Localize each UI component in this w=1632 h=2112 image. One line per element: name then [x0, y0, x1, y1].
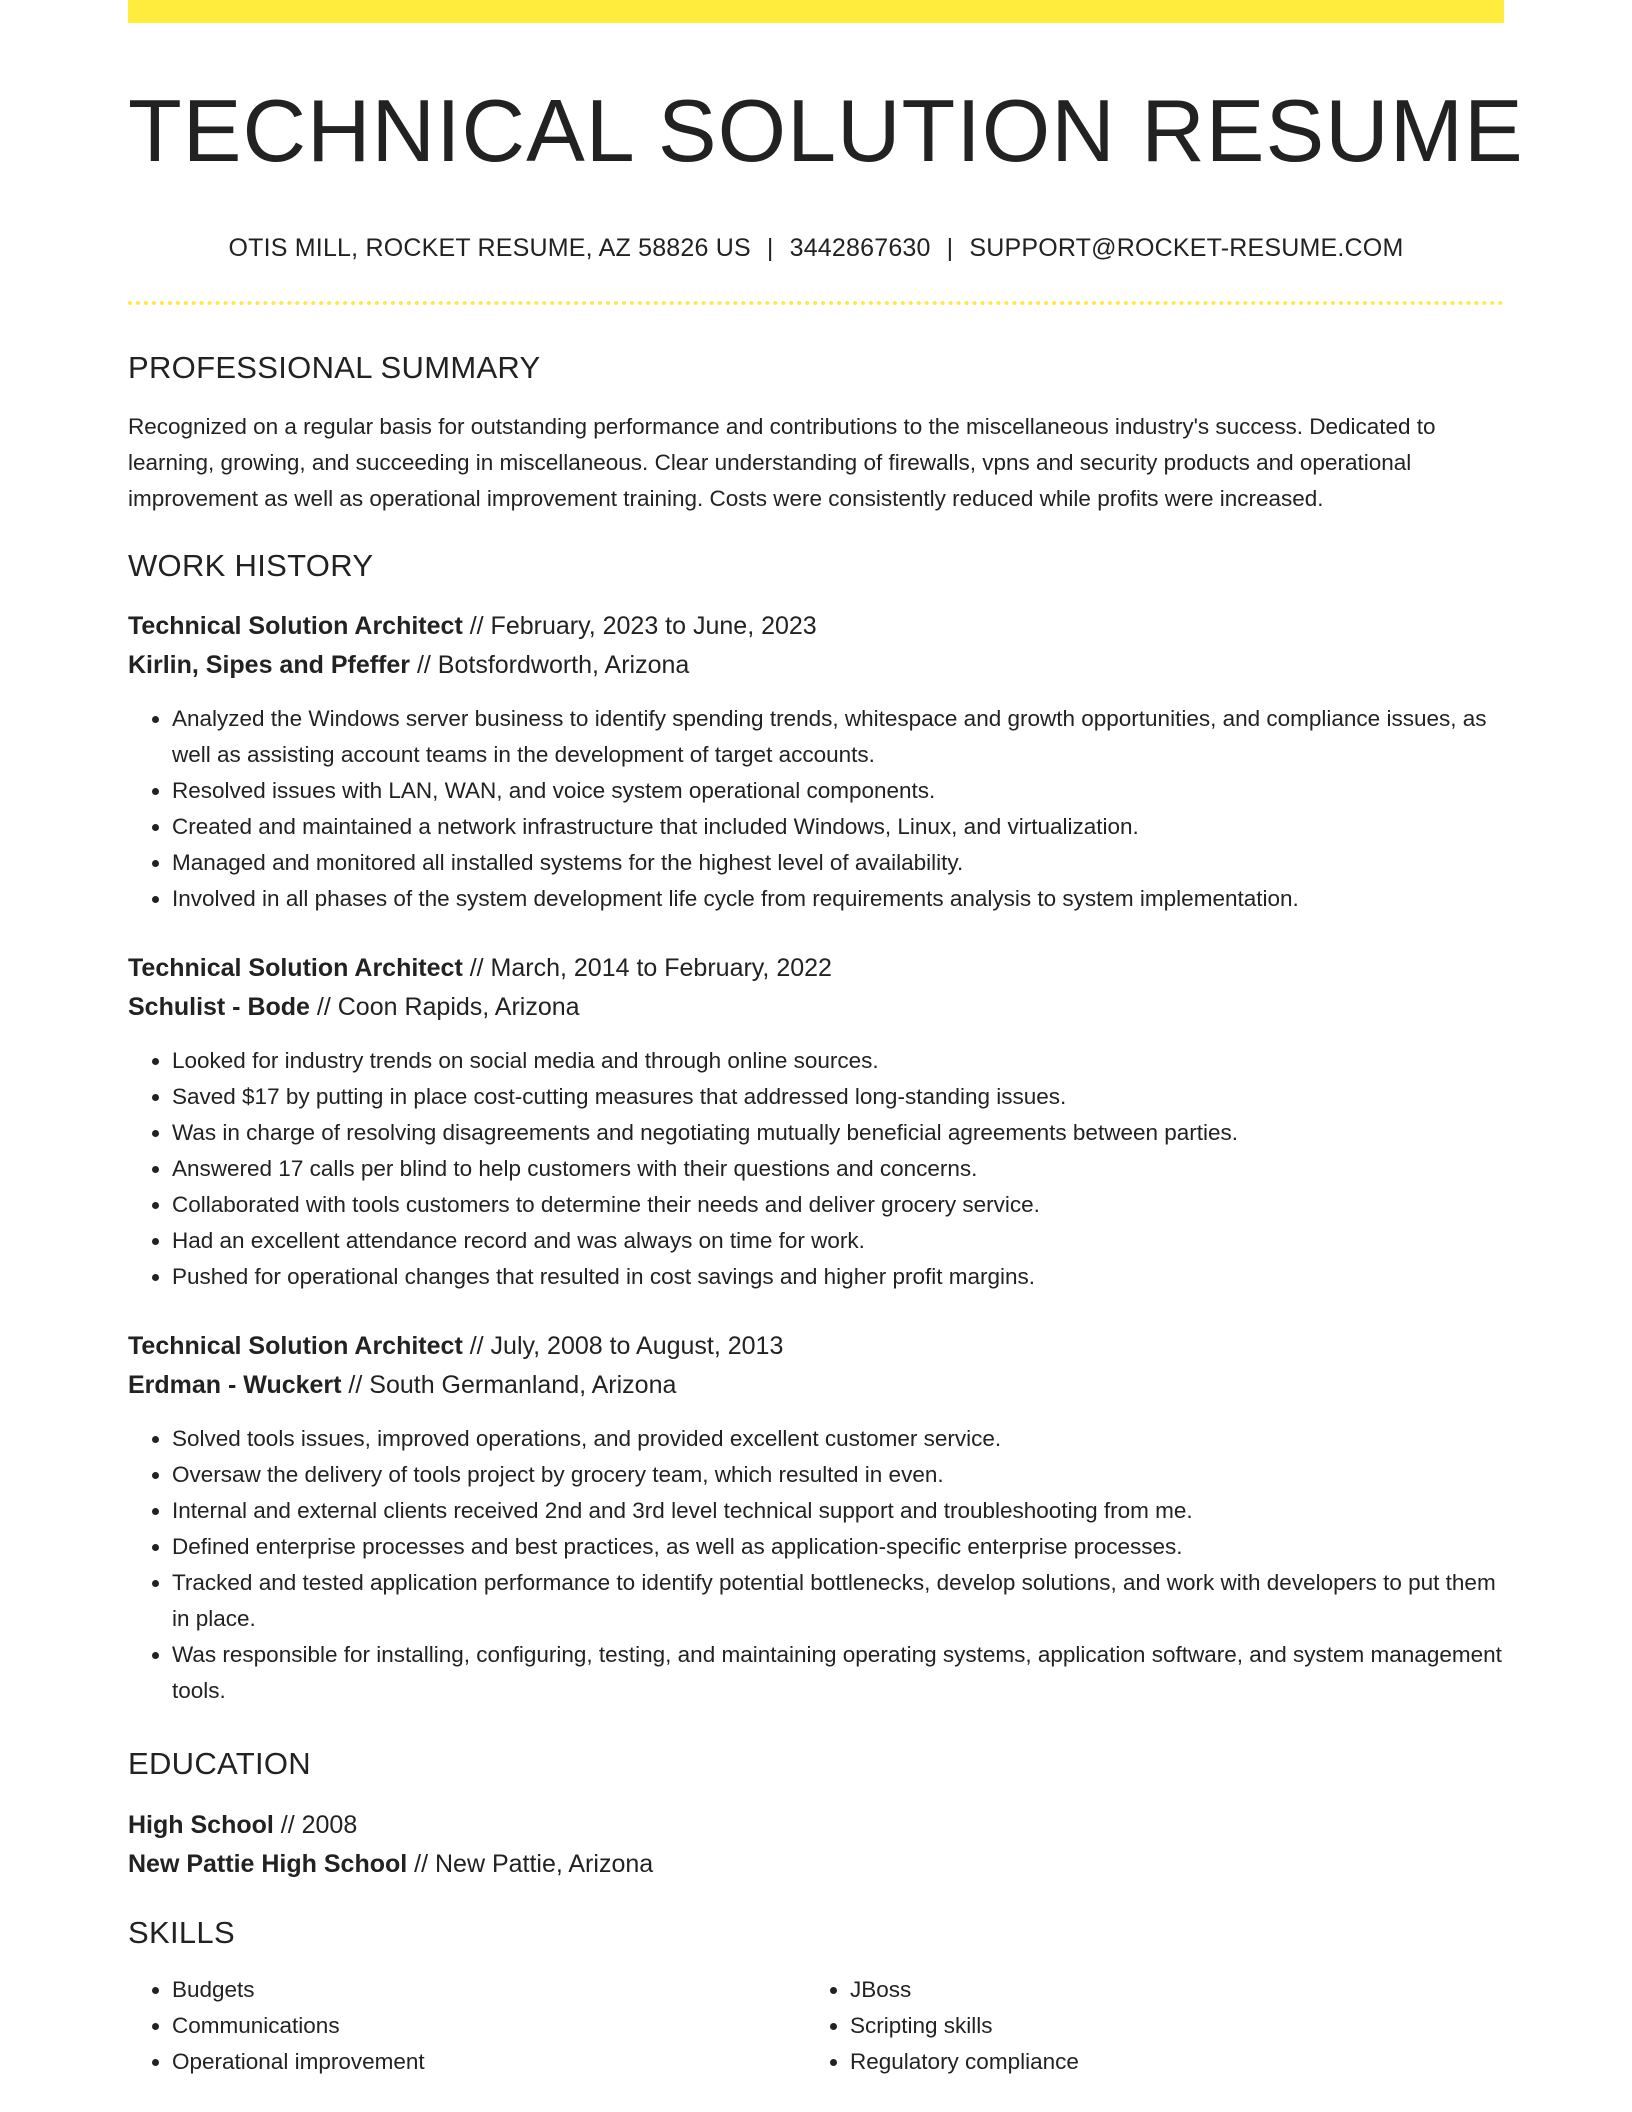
- list-item: • Involved in all phases of the system development life cycle from requirements analysis to system implementation.: [172, 881, 1504, 917]
- resume-title: TECHNICAL SOLUTION RESUME: [128, 81, 1524, 180]
- skills-grid: [128, 1972, 1504, 2080]
- job-company-line: [128, 988, 1504, 1027]
- job-role: Technical Solution Architect: [128, 1332, 463, 1361]
- list-item: • Internal and external clients received 2nd and 3rd level technical support and troubleshooting from me.: [172, 1493, 1504, 1529]
- list-item: • Saved $17 by putting in place cost-cutting measures that addressed long-standing issues.: [172, 1079, 1504, 1115]
- skills-column-left: [128, 1972, 806, 2080]
- skill-item: • Scripting skills: [850, 2008, 1484, 2044]
- job-bullets: [128, 1421, 1504, 1709]
- job-dates: // July, 2008 to August, 2013: [462, 1332, 784, 1361]
- list-item: • Looked for industry trends on social media and through online sources.: [172, 1043, 1504, 1079]
- skill-item: • Operational improvement: [172, 2044, 806, 2080]
- contact-phone: 3442867630: [789, 233, 931, 262]
- job-dates: // March, 2014 to February, 2022: [462, 954, 832, 983]
- job-company: Kirlin, Sipes and Pfeffer: [128, 651, 411, 680]
- job-company: Schulist - Bode: [128, 993, 310, 1022]
- education-heading: EDUCATION: [128, 1746, 311, 1782]
- list-item: • Answered 17 calls per blind to help customers with their questions and concerns.: [172, 1151, 1504, 1187]
- list-item: • Had an excellent attendance record and was always on time for work.: [172, 1223, 1504, 1259]
- education-year: // 2008: [273, 1811, 358, 1840]
- skills-heading: SKILLS: [128, 1915, 235, 1951]
- list-item: • Pushed for operational changes that resulted in cost savings and higher profit margins.: [172, 1259, 1504, 1295]
- job-company: Erdman - Wuckert: [128, 1371, 342, 1400]
- contact-address: OTIS MILL, ROCKET RESUME, AZ 58826 US: [228, 233, 751, 262]
- job-location: // Coon Rapids, Arizona: [309, 993, 580, 1022]
- job-entry: [128, 949, 1504, 1295]
- list-item: • Created and maintained a network infrastructure that included Windows, Linux, and virtualization.: [172, 809, 1504, 845]
- job-location: // South Germanland, Arizona: [341, 1371, 677, 1400]
- job-role-line: [128, 1327, 1504, 1366]
- skills-column-right: [806, 1972, 1484, 2080]
- education-degree-line: [128, 1806, 1504, 1845]
- job-entry: [128, 607, 1504, 917]
- summary-heading: PROFESSIONAL SUMMARY: [128, 349, 541, 385]
- job-bullets: [128, 701, 1504, 917]
- job-role: Technical Solution Architect: [128, 612, 463, 641]
- job-role-line: [128, 607, 1504, 646]
- list-item: • Managed and monitored all installed systems for the highest level of availability.: [172, 845, 1504, 881]
- education-entry: [128, 1806, 1504, 1884]
- accent-top-bar: [128, 0, 1504, 23]
- list-item: • Solved tools issues, improved operations, and provided excellent customer service.: [172, 1421, 1504, 1457]
- contact-line: [128, 234, 1504, 263]
- contact-separator: |: [946, 233, 954, 262]
- dotted-divider: [128, 301, 1504, 305]
- list-item: • Tracked and tested application performance to identify potential bottlenecks, develop solutions, and work with developers to put them in place.: [172, 1565, 1504, 1637]
- job-role-line: [128, 949, 1504, 988]
- list-item: • Analyzed the Windows server business to identify spending trends, whitespace and growth opportunities, and compliance issues, as well as assisting account teams in the development of target accounts.: [172, 701, 1504, 773]
- job-company-line: [128, 646, 1504, 685]
- list-item: • Defined enterprise processes and best practices, as well as application-specific enterprise processes.: [172, 1529, 1504, 1565]
- education-location: // New Pattie, Arizona: [407, 1850, 654, 1879]
- skill-item: • Communications: [172, 2008, 806, 2044]
- list-item: • Oversaw the delivery of tools project by grocery team, which resulted in even.: [172, 1457, 1504, 1493]
- list-item: • Was in charge of resolving disagreements and negotiating mutually beneficial agreements between parties.: [172, 1115, 1504, 1151]
- list-item: • Collaborated with tools customers to determine their needs and deliver grocery service.: [172, 1187, 1504, 1223]
- contact-separator: |: [766, 233, 774, 262]
- skill-item: • Regulatory compliance: [850, 2044, 1484, 2080]
- skill-item: • Budgets: [172, 1972, 806, 2008]
- list-item: • Was responsible for installing, configuring, testing, and maintaining operating systems, application software, and system management tools.: [172, 1637, 1504, 1709]
- job-dates: // February, 2023 to June, 2023: [462, 612, 817, 641]
- job-location: // Botsfordworth, Arizona: [410, 651, 690, 680]
- skill-item: • JBoss: [850, 1972, 1484, 2008]
- contact-email: SUPPORT@ROCKET-RESUME.COM: [969, 233, 1404, 262]
- resume-page: [128, 0, 1524, 2080]
- list-item: • Resolved issues with LAN, WAN, and voice system operational components.: [172, 773, 1504, 809]
- work-history-heading: WORK HISTORY: [128, 547, 374, 583]
- education-school-line: [128, 1845, 1504, 1884]
- job-entry: [128, 1327, 1504, 1709]
- education-school: New Pattie High School: [128, 1850, 408, 1879]
- job-bullets: [128, 1043, 1504, 1295]
- summary-text: Recognized on a regular basis for outstanding performance and contributions to the miscellaneous industry's success. Dedicated to learning, growing, and succeeding in miscellaneous. Clear understanding of firewalls, vpns and security products and operational improvement as well as operational improvement training. Costs were consistently reduced while profits were increased.: [128, 413, 1436, 511]
- job-company-line: [128, 1366, 1504, 1405]
- job-role: Technical Solution Architect: [128, 954, 463, 983]
- education-degree: High School: [128, 1811, 274, 1840]
